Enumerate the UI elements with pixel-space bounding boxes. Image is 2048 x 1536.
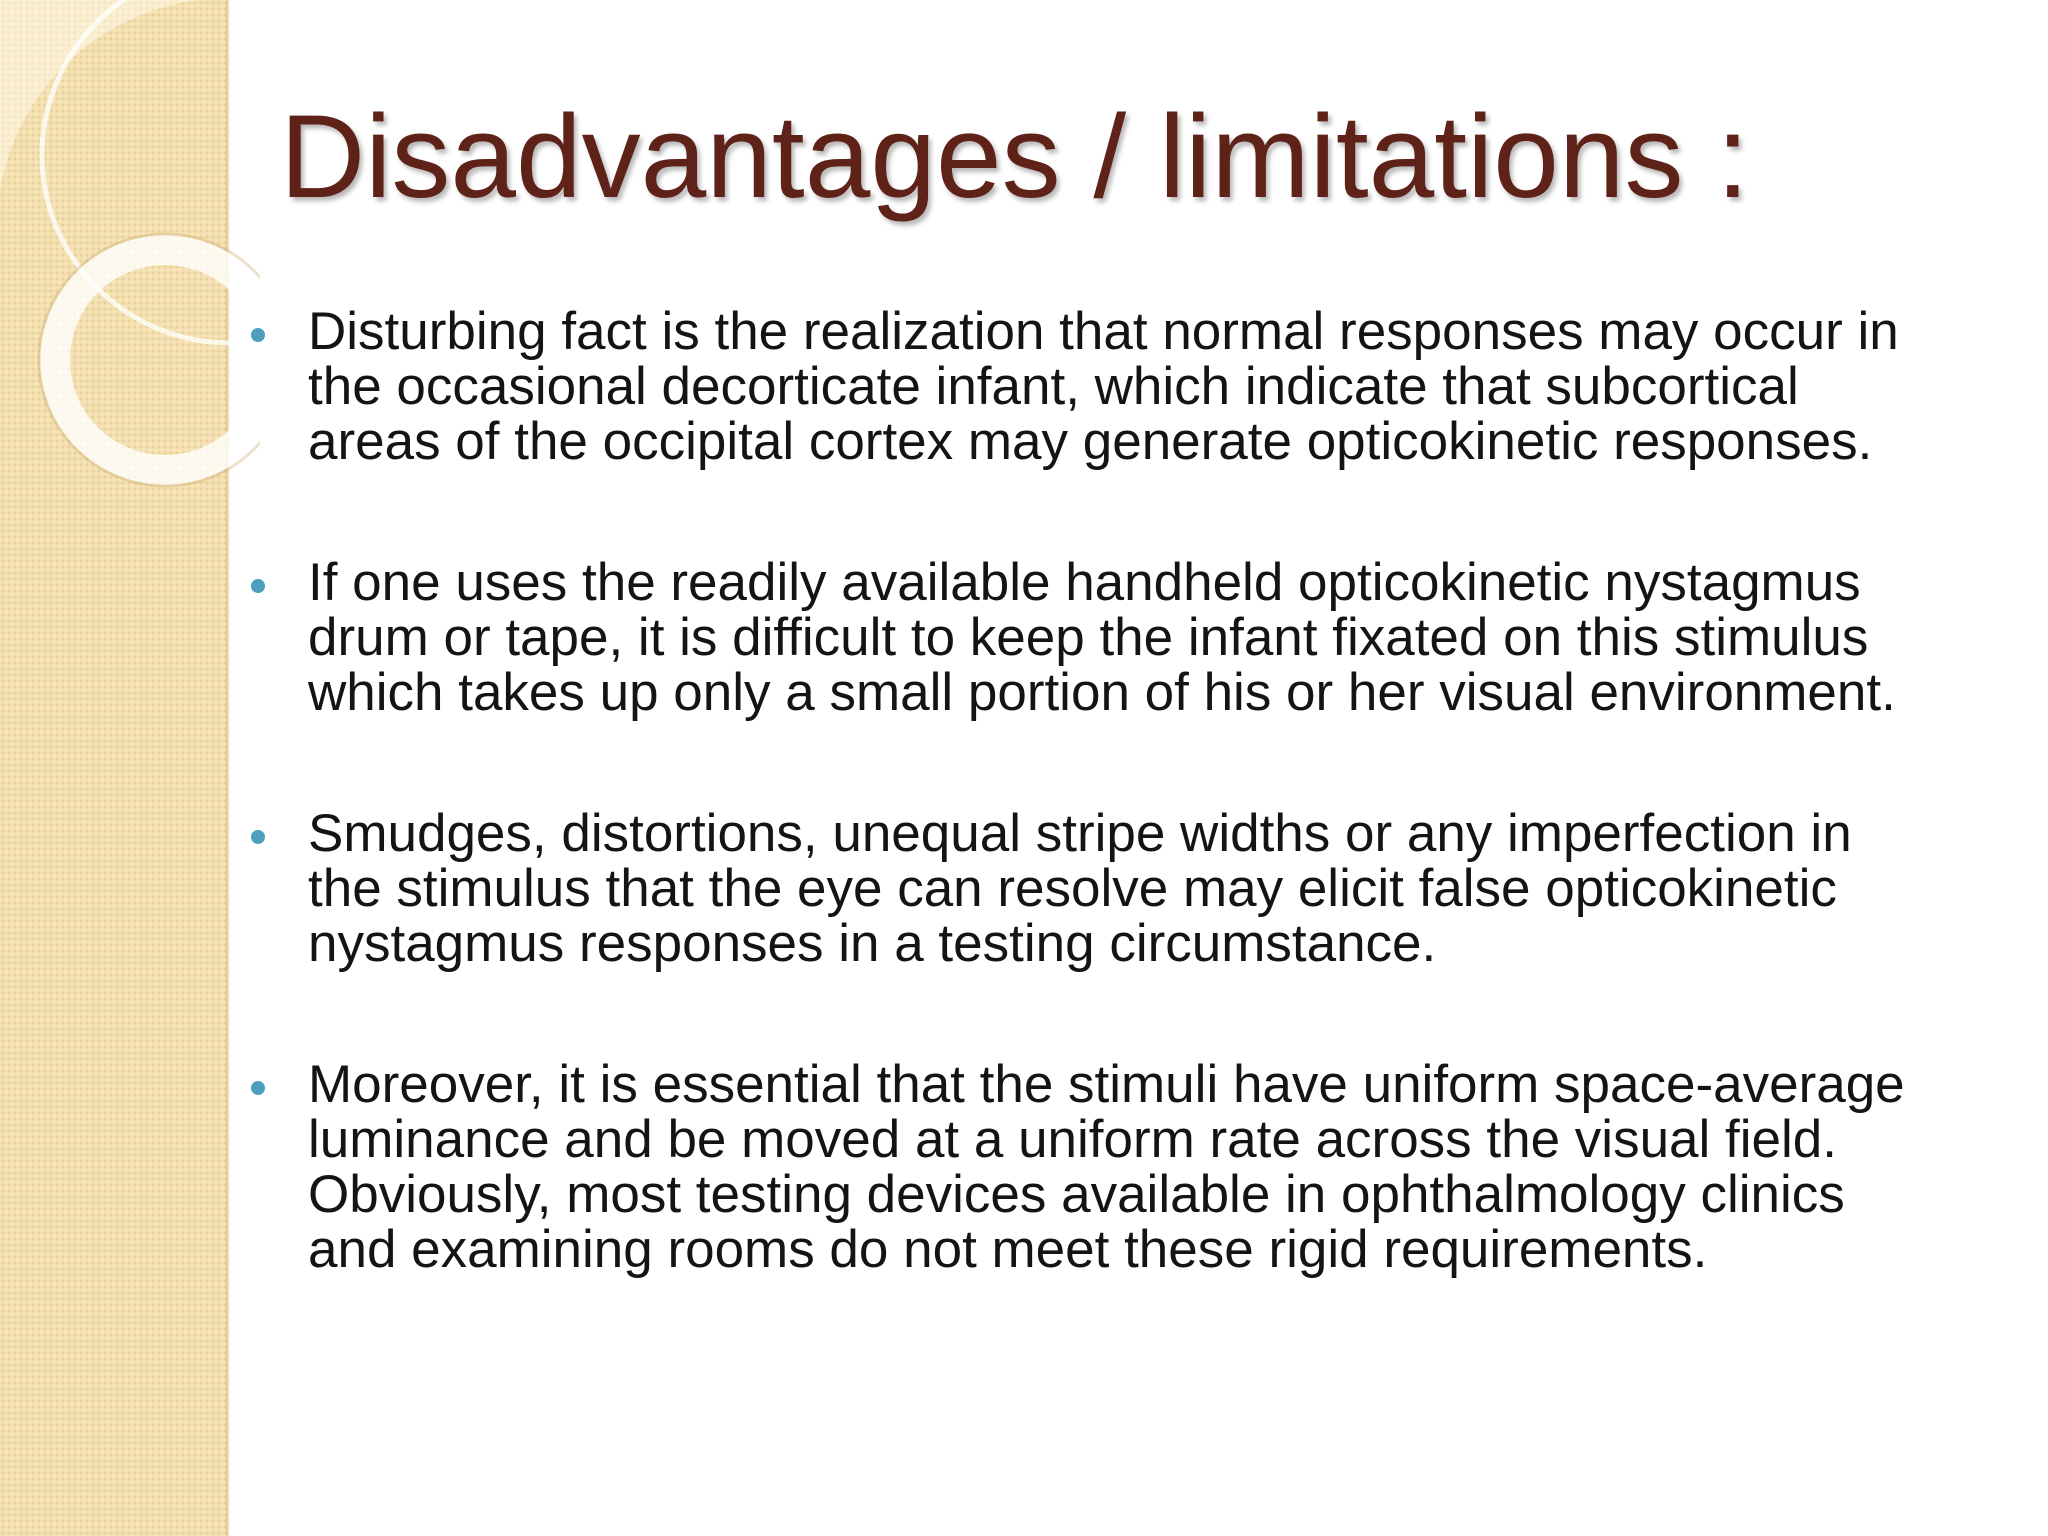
bullet-text: Moreover, it is essential that the stimuli have uniform space-average luminance and be moved at a uniform rate across the visual field. Obviously, most testing devices available in ophthalmology clinics and examining rooms do not meet these rigid requirements. [308,1055,1905,1279]
bullet-text: If one uses the readily available handheld opticokinetic nystagmus drum or tape, it is difficult to keep the infant fixated on this stimulus which takes up only a small portion of his or her visual environment. [308,553,1896,722]
decorative-rings-icon [0,0,260,520]
list-item [240,555,1940,720]
bullet-dot-icon [251,1081,265,1095]
bullet-text: Smudges, distortions, unequal stripe widths or any imperfection in the stimulus that the eye can resolve may elicit false opticokinetic nystagmus responses in a testing circumstance. [308,804,1852,973]
bullet-dot-icon [251,579,265,593]
list-item [240,1057,1940,1277]
bullet-dot-icon [251,328,265,342]
bullet-text: Disturbing fact is the realization that normal responses may occur in the occasional decorticate infant, which indicate that subcortical areas of the occipital cortex may generate opticokinetic responses. [308,302,1899,471]
bullet-list [240,304,1940,1363]
list-item [240,304,1940,469]
bullet-dot-icon [251,830,265,844]
slide-title: Disadvantages / limitations : [280,91,1750,223]
list-item [240,806,1940,971]
